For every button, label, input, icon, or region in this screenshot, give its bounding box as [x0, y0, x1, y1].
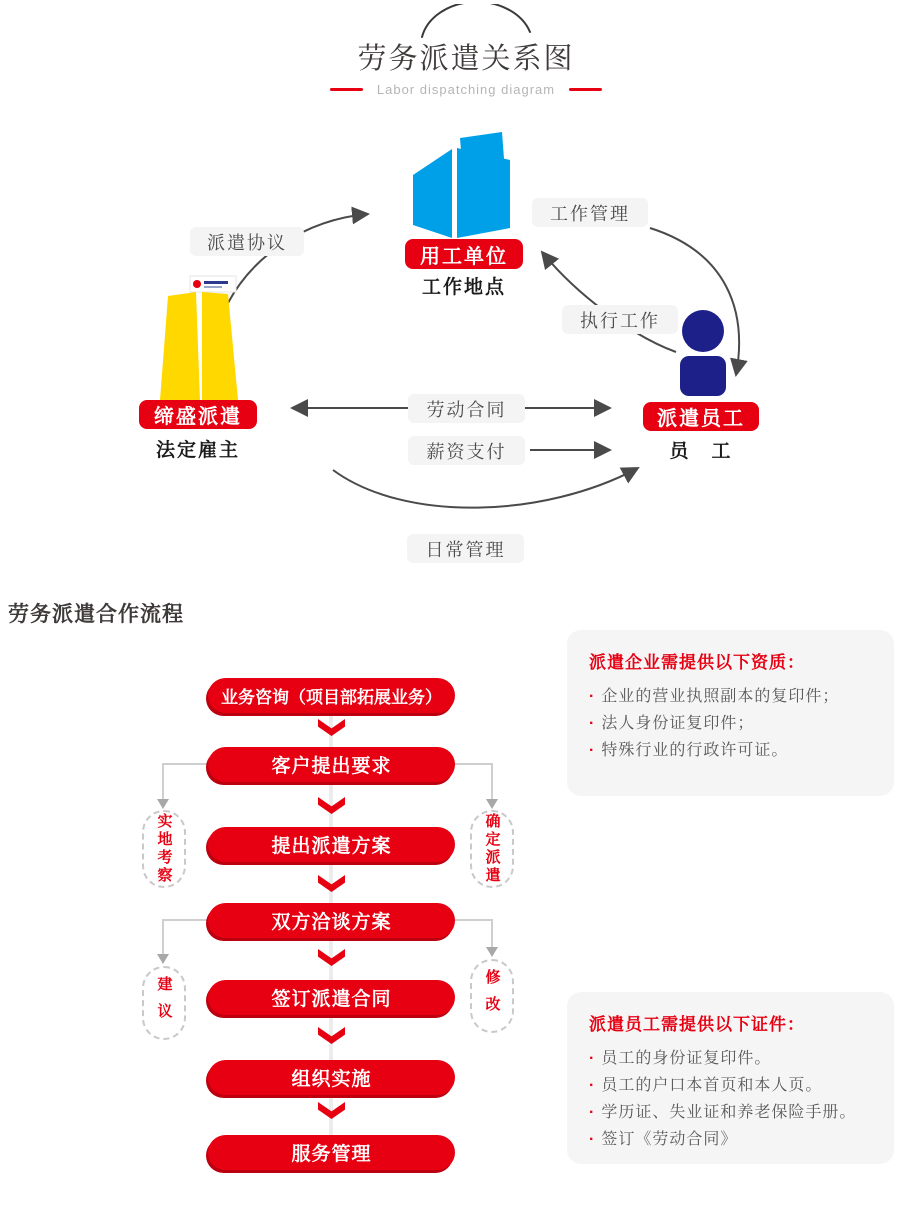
arrow-daily-management [333, 468, 638, 508]
side-note-confirm-dispatch: 确定派遣 [470, 810, 514, 888]
side-note-modification: 修改 [470, 959, 514, 1033]
info-item: · 特殊行业的行政许可证。 [589, 737, 872, 764]
flow-step-business-consult: 业务咨询（项目部拓展业务） [208, 678, 455, 713]
info-box-employee-documents [567, 992, 894, 1164]
page-subtitle: Labor dispatching diagram [376, 82, 556, 97]
employee-caption: 员 工 [669, 441, 733, 462]
flow-step-negotiate-plan: 双方洽谈方案 [208, 903, 455, 938]
bullet-dot: · [589, 742, 596, 759]
employee-badge: 派遣员工 [643, 402, 759, 431]
page-title: 劳务派遣关系图 [357, 43, 575, 75]
label-work-management: 工作管理 [532, 198, 648, 227]
info-item: · 法人身份证复印件； [589, 710, 872, 737]
info-box-title: 派遣员工需提供以下证件： [589, 1015, 805, 1034]
info-item: · 企业的营业执照副本的复印件； [589, 683, 872, 710]
employee-person-icon [676, 308, 730, 398]
flow-step-implement: 组织实施 [208, 1060, 455, 1095]
employer-unit-badge: 用工单位 [405, 239, 523, 269]
side-note-suggestion: 建议 [142, 966, 186, 1040]
process-section-title: 劳务派遣合作流程 [8, 603, 184, 626]
bullet-dot: · [589, 715, 596, 732]
info-box-enterprise-qualifications [567, 630, 894, 796]
info-item: · 签订《劳动合同》 [589, 1126, 872, 1153]
flow-step-sign-contract: 签订派遣合同 [208, 980, 455, 1015]
info-item: · 学历证、失业证和养老保险手册。 [589, 1099, 872, 1126]
flow-step-service-management: 服务管理 [208, 1135, 455, 1170]
dispatch-company-badge: 缔盛派遣 [139, 400, 257, 429]
label-daily-management: 日常管理 [407, 534, 524, 563]
info-box-title: 派遣企业需提供以下资质： [589, 653, 805, 672]
bullet-dot: · [589, 1050, 596, 1067]
dispatch-company-building-icon [158, 272, 248, 402]
employer-building-icon [405, 130, 525, 245]
label-dispatch-agreement: 派遣协议 [190, 227, 304, 256]
label-labor-contract: 劳动合同 [408, 394, 525, 423]
label-salary-payment: 薪资支付 [408, 436, 525, 465]
bullet-dot: · [589, 1104, 596, 1121]
bullet-dot: · [589, 1077, 596, 1094]
bullet-dot: · [589, 1131, 596, 1148]
info-item: · 员工的户口本首页和本人页。 [589, 1072, 872, 1099]
flow-step-client-request: 客户提出要求 [208, 747, 455, 782]
info-item: · 员工的身份证复印件。 [589, 1045, 872, 1072]
employer-unit-caption: 工作地点 [421, 277, 506, 298]
bullet-dot: · [589, 688, 596, 705]
flow-step-propose-plan: 提出派遣方案 [208, 827, 455, 862]
dispatch-company-caption: 法定雇主 [155, 440, 240, 461]
arrow-execute-work [542, 252, 676, 352]
label-execute-work: 执行工作 [562, 305, 678, 334]
side-note-field-inspection: 实地考察 [142, 810, 186, 888]
